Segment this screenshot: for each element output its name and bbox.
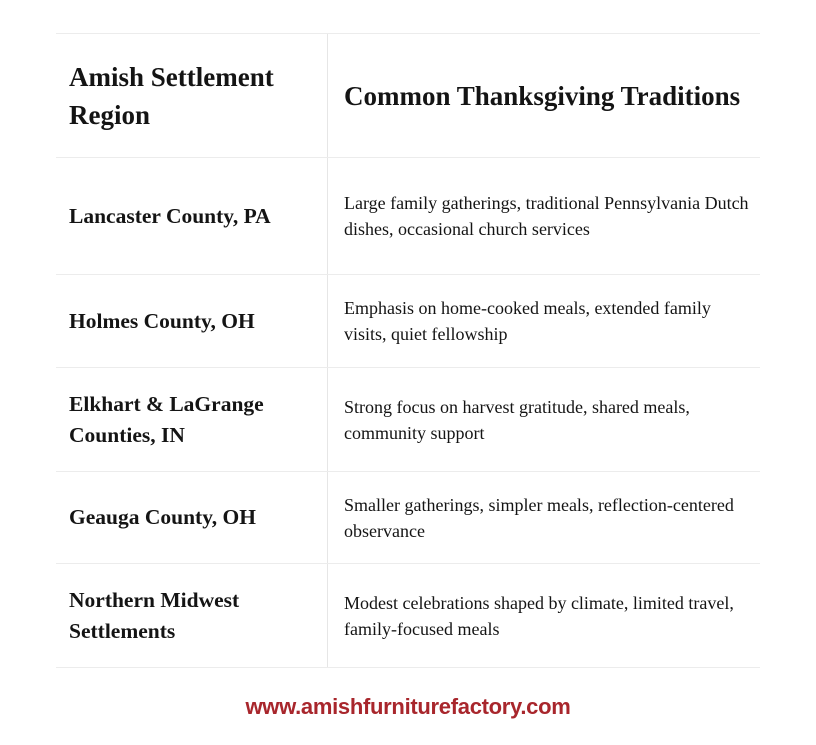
traditions-table [56, 33, 760, 668]
traditions-cell: Smaller gatherings, simpler meals, reflection-centered observance [344, 494, 734, 541]
traditions-cell: Strong focus on harvest gratitude, shared meals, community support [344, 396, 690, 443]
traditions-cell: Modest celebrations shaped by climate, limited travel, family-focused meals [344, 592, 734, 639]
table-row [56, 275, 760, 368]
header-traditions: Common Thanksgiving Traditions [344, 80, 741, 111]
traditions-cell: Emphasis on home-cooked meals, extended family visits, quiet fellowship [344, 298, 711, 344]
region-cell: Elkhart & LaGrange Counties, IN [56, 368, 328, 471]
website-url: www.amishfurniturefactory.com [245, 694, 571, 719]
table-row [56, 564, 760, 667]
table-row [56, 158, 760, 275]
region-cell: Holmes County, OH [56, 275, 328, 367]
traditions-cell: Large family gatherings, traditional Pennsylvania Dutch dishes, occasional church services [344, 193, 749, 239]
region-cell: Lancaster County, PA [56, 158, 328, 274]
header-region: Amish Settlement Region [56, 34, 328, 157]
table-header-row [56, 34, 760, 158]
region-cell: Northern Midwest Settlements [56, 564, 328, 667]
table-row [56, 368, 760, 472]
table-row [56, 472, 760, 564]
region-cell: Geauga County, OH [56, 472, 328, 563]
